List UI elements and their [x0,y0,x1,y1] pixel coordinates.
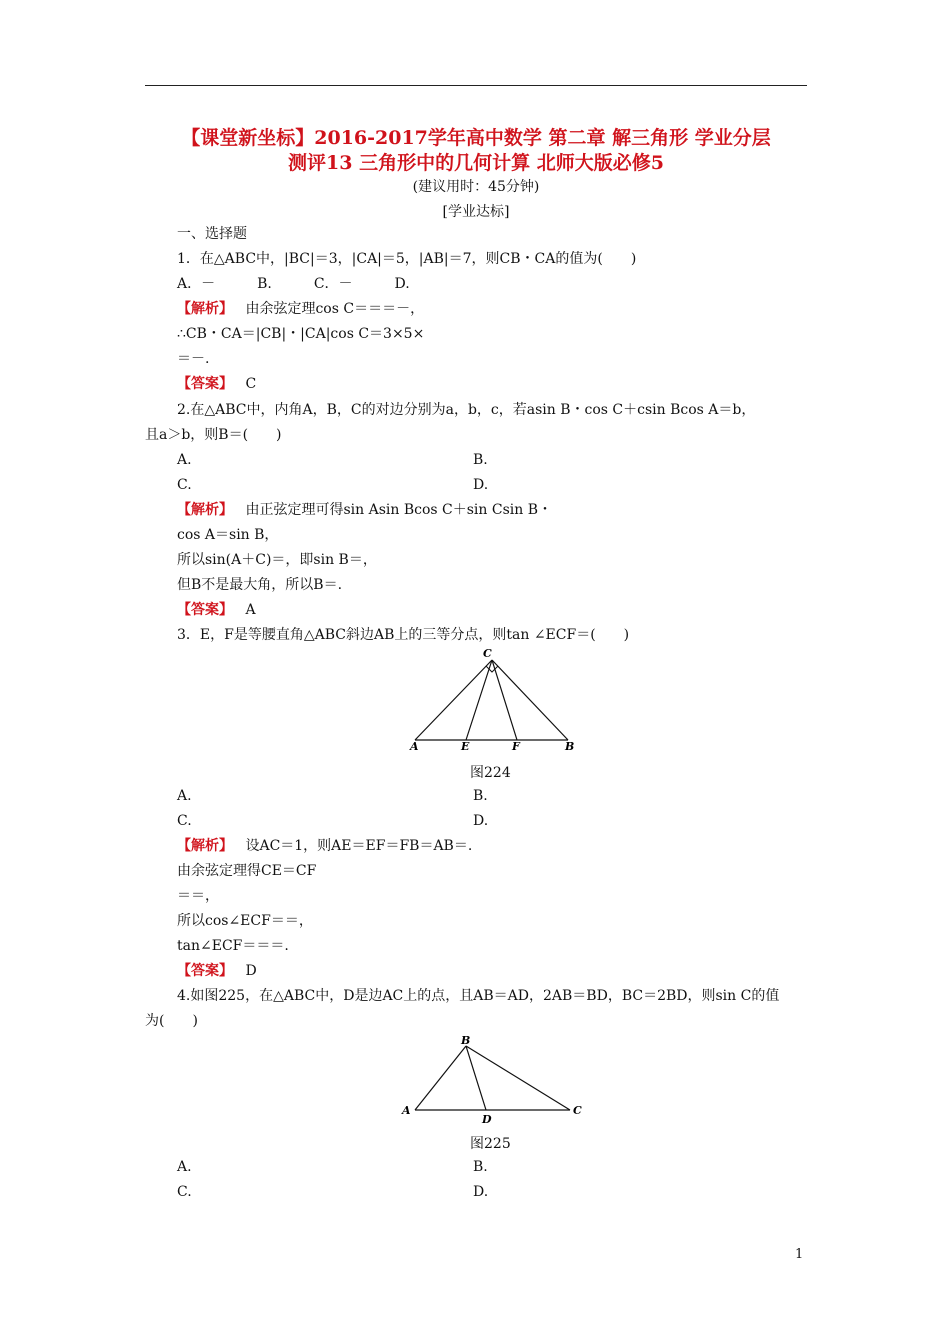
q2-stem-line-1: 2.在△ABC中，内角A，B，C的对边分别为a，b，c，若asin B・cos C＋csin Bcos A＝b， [177,402,756,418]
q3-analysis-line-5: tan∠ECF＝＝＝. [177,938,289,954]
q1-stem: 1．在△ABC中，|BC|＝3，|CA|＝5，|AB|＝7，则CB・CA的值为( ) [177,251,637,267]
q1-options: A．－ B. C．－ D. [177,276,410,292]
q2-answer: A [245,602,256,618]
q3-analysis-text-1: 设AC＝1，则AE＝EF＝FB＝AB＝. [245,838,473,854]
q2-answer-tag: 【答案】 [177,602,233,618]
q3-stem: 3．E，F是等腰直角△ABC斜边AB上的三等分点，则tan ∠ECF＝( ) [177,627,630,643]
part-heading: 一、选择题 [177,226,247,242]
fig224-label-b: B [565,740,575,753]
q1-analysis-text-1: 由余弦定理cos C＝＝＝－， [245,301,425,317]
fig224-segment-ce [466,660,492,740]
q2-option-a: A. [177,452,192,468]
q3-analysis-tag: 【解析】 [177,838,233,854]
fig225-label-a: A [402,1104,411,1117]
fig224-label-a: A [410,740,419,753]
q3-option-d: D. [473,813,489,829]
q2-option-d: D. [473,477,489,493]
page-number: 1 [795,1247,804,1262]
suggested-time: (建议用时：45分钟) [412,179,540,195]
q2-option-c: C. [177,477,192,493]
q1-analysis-line-3: ＝－. [177,351,210,367]
q3-analysis-line-1 [177,837,472,855]
q2-analysis-line-2: cos A＝sin B， [177,527,279,543]
fig225-label-d: D [482,1113,492,1126]
q2-analysis-line-1 [177,501,552,519]
fig225-label-c: C [573,1104,582,1117]
q4-option-d: D. [473,1184,489,1200]
q3-option-a: A. [177,788,192,804]
q1-analysis-tag: 【解析】 [177,301,233,317]
q3-option-c: C. [177,813,192,829]
fig225-label-b: B [461,1034,471,1047]
q2-analysis-text-1: 由正弦定理可得sin Asin Bcos C＋sin Csin B・ [245,502,552,518]
q4-option-b: B. [473,1159,488,1175]
q3-analysis-line-4: 所以cos∠ECF＝＝， [177,913,313,929]
q4-stem-line-1: 4.如图225，在△ABC中，D是边AC上的点，且AB＝AD，2AB＝BD，BC＝2BD，则sin C的值 [177,988,780,1004]
fig224-side-bc [492,660,568,740]
fig225-side-bc [466,1046,570,1110]
q1-answer-line [177,375,256,393]
fig224-segment-cf [492,660,517,740]
fig224-label-c: C [483,647,492,660]
fig225-segment-bd [466,1046,486,1110]
document-title-line-2: 测评13 三角形中的几何计算 北师大版必修5 [288,152,664,174]
q1-analysis-line-1 [177,300,424,318]
fig224-label-e: E [461,740,470,753]
figure-225-caption: 图225 [470,1136,511,1152]
q2-analysis-line-3: 所以sin(A＋C)＝，即sin B＝， [177,552,377,568]
q2-option-b: B. [473,452,488,468]
figure-225 [395,1033,595,1128]
document-title-line-1: 【课堂新坐标】2016-2017学年高中数学 第二章 解三角形 学业分层 [181,127,771,149]
q3-answer-line [177,962,257,980]
q1-analysis-line-2: ∴CB・CA＝|CB|・|CA|cos C＝3×5× [177,326,425,342]
figure-224-caption: 图224 [470,765,511,781]
section-heading: [学业达标] [442,204,510,220]
q3-answer: D [245,963,257,979]
q2-stem-line-2: 且a＞b，则B＝( ) [145,427,282,443]
q2-analysis-line-4: 但B不是最大角，所以B＝. [177,577,343,593]
fig224-side-ac [415,660,492,740]
q1-answer-tag: 【答案】 [177,376,233,392]
q2-answer-line [177,601,256,619]
q2-analysis-tag: 【解析】 [177,502,233,518]
fig225-side-ab [415,1046,466,1110]
fig224-label-f: F [512,740,520,753]
q3-answer-tag: 【答案】 [177,963,233,979]
q4-stem-line-2: 为( ) [145,1013,198,1029]
header-rule [145,85,807,86]
q3-analysis-line-2: 由余弦定理得CE＝CF [177,863,317,879]
q3-analysis-line-3: ＝＝， [177,888,219,904]
figure-224 [400,646,590,756]
q1-answer: C [245,376,257,392]
q4-option-c: C. [177,1184,192,1200]
q4-option-a: A. [177,1159,192,1175]
q3-option-b: B. [473,788,488,804]
